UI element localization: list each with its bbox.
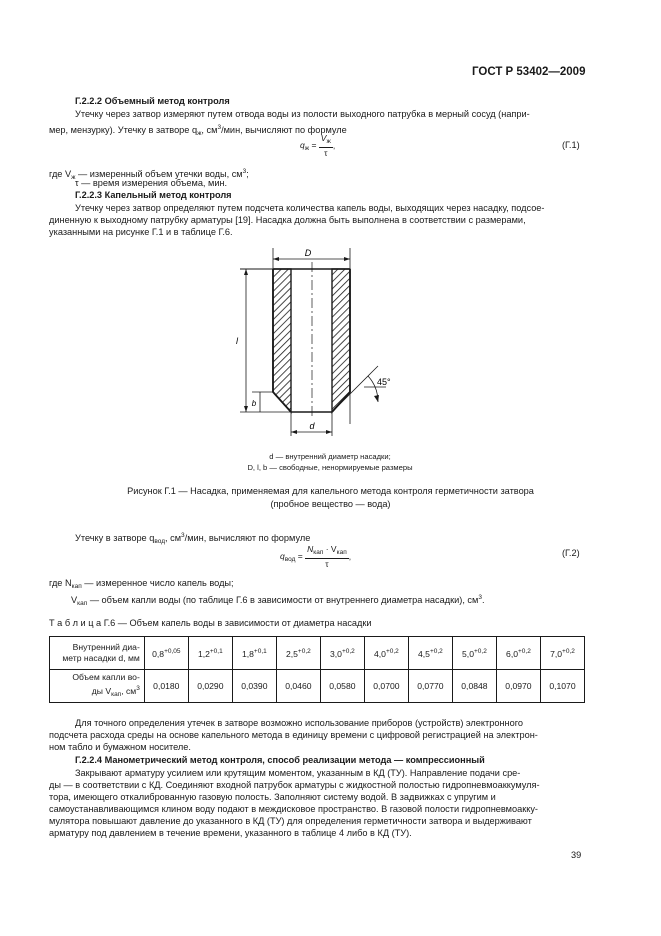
paragraph-manometric-3: тора, имеющего откалиброванную газовую полость. Заполняют систему водой. В задвижках с упругим и [49, 792, 496, 802]
figure-legend [160, 451, 500, 473]
formula-g1-fraction: $\frac{V_ж}{\tau}$ [320, 133, 331, 158]
page-number: 39 [571, 850, 582, 860]
table-title: Т а б л и ц а Г.6 — Объем капель воды в зависимости от диаметра насадки [49, 618, 372, 628]
volume-cell: 0,1070 [540, 670, 584, 703]
diameter-cell: $7,0^{+0,2}$ [540, 637, 584, 670]
volume-cell: 0,0700 [364, 670, 408, 703]
dim-l-label: l [236, 336, 238, 346]
drop-intro: Утечку в затворе $q_{вод}$, $см^3$/мин, вычисляют по формуле [75, 532, 311, 545]
formula-g2: $q_{вод}$ = $\frac{N_{кап} \cdot V_{кап}}{\tau}$ , [280, 544, 352, 569]
formula-g2-number: (Г.2) [562, 548, 580, 558]
drop-volume-table [49, 636, 585, 703]
legend-dlb: D, l, b — свободные, ненормируемые размеры [247, 463, 413, 472]
paragraph-drop-1: Утечку через затвор определяют путем подсчета количества капель воды, выходящих через насадку, подсое- [75, 203, 545, 213]
formula-g1: $q_ж$ = $\frac{V_ж}{\tau}$ , [300, 133, 336, 158]
paragraph-manometric-1: Закрывают арматуру усилием или крутящим моментом, указанным в КД (ТУ). Направление подачи сре- [75, 768, 521, 778]
figure-caption-line1: Рисунок Г.1 — Насадка, применяемая для капельного метода контроля герметичности затвора [127, 486, 534, 496]
table-row-volume [50, 670, 585, 703]
section-heading-drop: Г.2.2.3 Капельный метод контроля [75, 190, 232, 200]
where-volume: где $V_ж$ — измеренный объем утечки воды, $см^3$; [49, 168, 249, 181]
row-header-diameter: Внутренний диа- метр насадки d, мм [50, 637, 145, 670]
formula-g1-number: (Г.1) [562, 140, 580, 150]
where-time: τ — время измерения объема, мин. [75, 178, 228, 188]
diameter-cell: $4,0^{+0,2}$ [364, 637, 408, 670]
paragraph-volumetric-2: мер, мензурку). Утечку в затворе $q_ж$, $см^3$/мин, вычисляют по формуле [49, 124, 347, 137]
dim-l-arrow-top [244, 269, 248, 275]
paragraph-electronic-3: ном табло и бумажном носителе. [49, 742, 191, 752]
formula-g2-fraction: $\frac{N_{кап} \cdot V_{кап}}{\tau}$ [307, 544, 347, 569]
diameter-cell: $1,2^{+0,1}$ [188, 637, 232, 670]
paragraph-drop-3: указанными на рисунке Г.1 и в таблице Г.6. [49, 227, 233, 237]
dim-D-arrow-left [273, 257, 279, 261]
diameter-cell: $3,0^{+0,2}$ [320, 637, 364, 670]
table-row-diameter [50, 637, 585, 670]
right-wall [332, 269, 350, 412]
diameter-cell: $6,0^{+0,2}$ [496, 637, 540, 670]
paragraph-volumetric-1: Утечку через затвор измеряют путем отвода воды из полости выходного патрубка в мерный сосуд (напри- [75, 109, 530, 119]
section-heading-volumetric: Г.2.2.2 Объемный метод контроля [75, 96, 230, 106]
angle-label: 45° [377, 377, 391, 387]
paragraph-manometric-2: ды — в соответствии с КД. Соединяют входной патрубок арматуры с жидкостной полостью гидропневмоаккумуля- [49, 780, 540, 790]
diameter-cell: $2,5^{+0,2}$ [276, 637, 320, 670]
volume-cell: 0,0390 [232, 670, 276, 703]
nozzle-drawing [228, 244, 418, 439]
dim-d-label: d [309, 421, 315, 431]
paragraph-manometric-4: самоустанавливающимся клином воду подают в междисковое пространство. В газовой полости гидропневмоакку- [49, 804, 538, 814]
dim-d-arrow-left [291, 430, 297, 434]
paragraph-manometric-6: арматуру под давлением в течение времени, указанного в таблице 4 либо в КД (ТУ). [49, 828, 412, 838]
volume-cell: 0,0848 [452, 670, 496, 703]
paragraph-electronic-1: Для точного определения утечек в затворе возможно использование приборов (устройств) электронного [75, 718, 523, 728]
volume-cell: 0,0970 [496, 670, 540, 703]
volume-cell: 0,0770 [408, 670, 452, 703]
figure-caption [60, 485, 601, 511]
paragraph-manometric-5: мулятора повышают давление до указанного в КД (ТУ) для определения герметичности затвора и выдерживают [49, 816, 532, 826]
diameter-cell: $5,0^{+0,2}$ [452, 637, 496, 670]
row-header-volume: Объем капли во- ды $V_{кап}$, $см^3$ [50, 670, 145, 703]
dim-l-arrow-bottom [244, 406, 248, 412]
standard-code: ГОСТ Р 53402—2009 [472, 66, 586, 78]
paragraph-electronic-2: подсчета расхода среды на основе капельного метода в единицу времени с цифровой регистрацией на электрон- [49, 730, 538, 740]
where-drop-volume: $V_{кап}$ — объем капли воды (по таблице Г.6 в зависимости от внутреннего диаметра насадки), $см^3$. [71, 594, 485, 607]
figure-caption-line2: (пробное вещество — вода) [270, 499, 391, 509]
diameter-cell: $1,8^{+0,1}$ [232, 637, 276, 670]
where-drop-count: где $N_{кап}$ — измеренное число капель воды; [49, 578, 234, 590]
diameter-cell: $4,5^{+0,2}$ [408, 637, 452, 670]
volume-cell: 0,0290 [188, 670, 232, 703]
section-heading-manometric: Г.2.2.4 Манометрический метод контроля, способ реализации метода — компрессионный [75, 755, 485, 765]
paragraph-drop-2: диненную к выходному патрубку арматуры [19]. Насадка должна быть выполнена в соответствии с размерами, [49, 215, 526, 225]
volume-cell: 0,0580 [320, 670, 364, 703]
dim-d-arrow-right [326, 430, 332, 434]
dim-b-label: b [251, 399, 257, 408]
dim-D-arrow-right [344, 257, 350, 261]
dim-D-label: D [304, 248, 312, 258]
volume-cell: 0,0460 [276, 670, 320, 703]
left-wall [273, 269, 291, 412]
volume-cell: 0,0180 [144, 670, 188, 703]
legend-d: d — внутренний диаметр насадки; [269, 452, 391, 461]
diameter-cell: $0,8^{+0,05}$ [144, 637, 188, 670]
